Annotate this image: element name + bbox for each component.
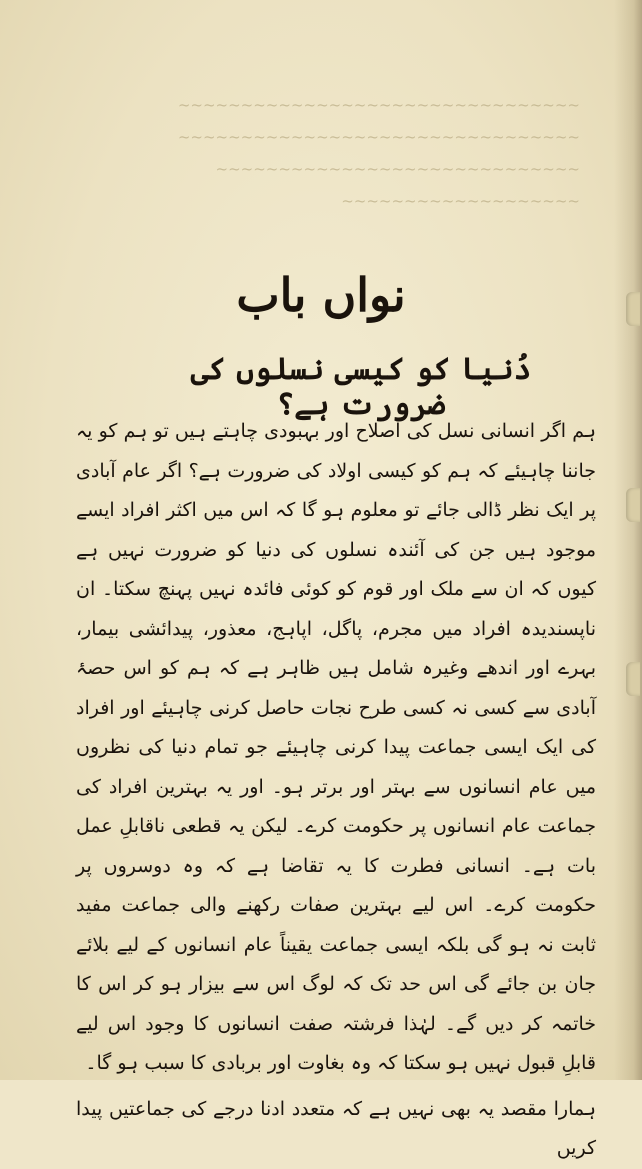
binding-hole <box>626 662 640 696</box>
bleed-through-text: ~~~~~~~~~~~~~~~~~~~~~~~~~~~~~~~~ <box>177 128 580 146</box>
chapter-subtitle: دُنیا کو کیسی نسلوں کی ضرورت ہے؟ <box>190 352 532 422</box>
page-gutter <box>614 0 642 1080</box>
paragraph: ہمارا مقصد یہ بھی نہیں ہے کہ متعدد ادنا درجے کی جماعتیں پیدا کریں <box>76 1097 596 1159</box>
bleed-through-text: ~~~~~~~~~~~~~~~~~~~~~~~~~~~~~ <box>215 160 580 178</box>
paragraph: ہم اگر انسانی نسل کی اصلاح اور بہبودی چاہتے ہیں تو ہم کو یہ جاننا چاہیئے کہ ہم کو کیسی اولاد کی ضرورت ہے؟ اگر عام آبادی پر ایک نظر ڈالی جائے تو معلوم ہو گا کہ اس میں اکثر افراد ایسے موجود ہیں جن کی آئندہ نسلوں کی دنیا کو ضرورت نہیں ہے کیوں کہ ان سے ملک اور قوم کو کوئی فائدہ نہیں پہنچ سکتا۔ ان ناپسندیدہ افراد میں مجرم، پاگل، اپاہج، معذور، پیدائشی بیمار، بہرے اور اندھے وغیرہ شامل ہیں ظاہر ہے کہ ہم کو اس حصۂ آبادی سے کسی نہ کسی طرح نجات حاصل کرنی چاہیئے اور افراد کی ایک ایسی جماعت پیدا کرنی چاہیئے جو تمام دنیا کی نظروں میں عام انسانوں سے بہتر اور برتر ہو۔ اور یہ بہترین افراد کی جماعت عام انسانوں پر حکومت کرے۔ لیکن یہ قطعی ناقابلِ عمل بات ہے۔ انسانی فطرت کا یہ تقاضا ہے کہ وہ دوسروں پر حکومت کرے۔ اس لیے بہترین صفات رکھنے والی جماعت مفید ثابت نہ ہو گی بلکہ ایسی جماعت یقیناً عام انسانوں کے لیے بلائے جان بن جائے گی اس حد تک کہ لوگ اس سے بیزار ہو کر اس کا خاتمہ کر دیں گے۔ لہٰذا فرشتہ صفت انسانوں کا وجود اس لیے قابلِ قبول نہیں ہو سکتا کہ وہ بغاوت اور بربادی کا سبب ہو گا۔ <box>76 420 596 1074</box>
body-text <box>76 412 596 1169</box>
bleed-through-text: ~~~~~~~~~~~~~~~~~~~~~~~~~~~~~~~~ <box>177 96 580 114</box>
binding-hole <box>626 488 640 522</box>
chapter-title: نواں باب <box>236 268 406 322</box>
bleed-through-text: ~~~~~~~~~~~~~~~~~~~ <box>341 192 580 210</box>
